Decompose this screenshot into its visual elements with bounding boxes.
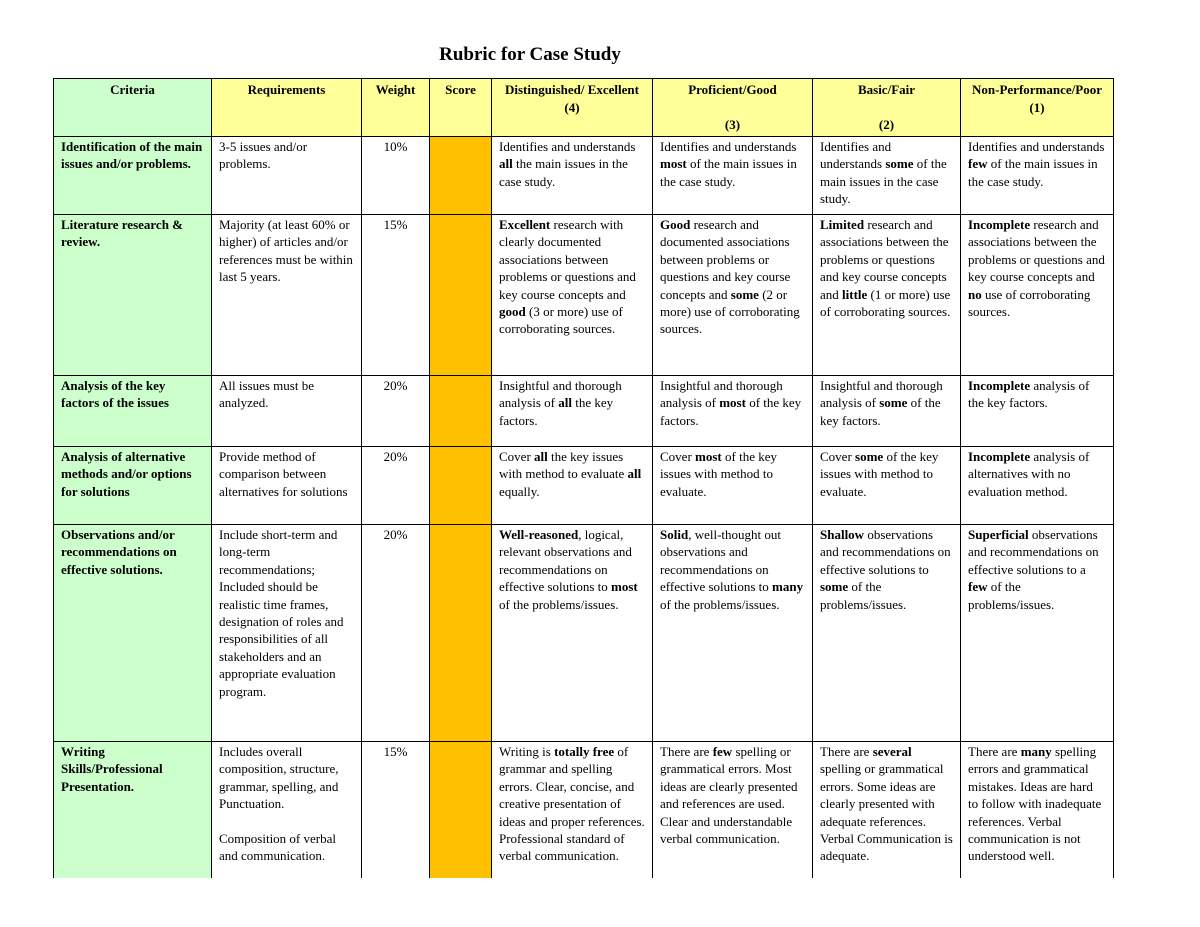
- header-nonperf-num: (1): [1029, 100, 1045, 116]
- emphasis-text: Good: [660, 217, 691, 232]
- row-criteria: Analysis of alternative methods and/or options for solutions: [54, 447, 212, 525]
- level-basic: [813, 742, 961, 878]
- header-distinguished-num: (4): [564, 100, 580, 116]
- header-proficient-label: Proficient/Good: [688, 82, 777, 97]
- emphasis-text: little: [842, 286, 868, 302]
- level-proficient: [653, 215, 813, 376]
- table-row: [54, 742, 1114, 878]
- level-proficient: [653, 137, 813, 215]
- emphasis-text: all: [534, 449, 548, 464]
- descriptor-text: , well-thought out observations and recommendations on effective solutions to: [660, 527, 781, 595]
- level-distinguished: [492, 376, 653, 447]
- level-distinguished: [492, 742, 653, 878]
- descriptor-text: of the key factors.: [660, 395, 802, 428]
- emphasis-text: Excellent: [499, 217, 551, 232]
- level-nonperf: [961, 742, 1114, 878]
- emphasis-text: some: [879, 395, 908, 411]
- level-distinguished: [492, 525, 653, 742]
- emphasis-text: several: [872, 744, 912, 759]
- level-proficient: [653, 525, 813, 742]
- emphasis-text: few: [968, 579, 988, 595]
- descriptor-text: (3 or more) use of corroborating sources.: [499, 304, 623, 337]
- row-criteria: Literature research & review.: [54, 215, 212, 376]
- descriptor-text: research and associations between the problems or questions and key course concepts and: [968, 217, 1105, 285]
- emphasis-text: all: [627, 466, 642, 482]
- emphasis-text: no: [968, 286, 982, 302]
- descriptor-text: There are: [660, 744, 713, 759]
- level-proficient: [653, 447, 813, 525]
- row-requirements: 3-5 issues and/or problems.: [212, 137, 362, 215]
- descriptor-text: Insightful and thorough analysis of: [499, 378, 622, 411]
- level-nonperf: [961, 525, 1114, 742]
- emphasis-text: most: [695, 449, 722, 464]
- emphasis-text: many: [1020, 744, 1052, 759]
- row-weight: 20%: [362, 447, 430, 525]
- emphasis-text: few: [968, 156, 988, 172]
- descriptor-text: There are: [820, 744, 873, 759]
- descriptor-text: , logical, relevant observations and recommendations on effective solutions to: [499, 527, 632, 595]
- emphasis-text: Limited: [820, 217, 865, 232]
- descriptor-text: observations and recommendations on effective solutions to a: [968, 527, 1099, 577]
- descriptor-text: (1 or more) use of corroborating sources.: [820, 286, 951, 320]
- row-requirements: Majority (at least 60% or higher) of articles and/or references must be within last 5 years.: [212, 215, 362, 376]
- header-nonperf-label: Non-Performance/Poor: [972, 82, 1102, 97]
- descriptor-text: of the main issues in the case study.: [968, 156, 1098, 189]
- row-requirements: Include short-term and long-term recommendations; Included should be realistic time frames, designation of roles and responsibilities of all stakeholders and an appropriate evaluation program.: [212, 525, 362, 742]
- table-row: [54, 376, 1114, 447]
- descriptor-text: Cover: [820, 449, 856, 464]
- descriptor-text: analysis of the key factors.: [968, 378, 1090, 411]
- table-row: [54, 525, 1114, 742]
- header-criteria: Criteria: [54, 79, 212, 137]
- rubric-table: [53, 78, 1114, 878]
- descriptor-text: observations and recommendations on effective solutions to: [820, 527, 951, 577]
- level-proficient: [653, 376, 813, 447]
- level-distinguished: [492, 447, 653, 525]
- level-distinguished: [492, 215, 653, 376]
- emphasis-text: Shallow: [820, 527, 865, 542]
- header-requirements: Requirements: [212, 79, 362, 137]
- emphasis-text: most: [611, 579, 638, 595]
- emphasis-text: totally free: [554, 744, 615, 759]
- row-weight: 20%: [362, 376, 430, 447]
- level-distinguished: [492, 137, 653, 215]
- header-basic-num: (2): [878, 117, 895, 133]
- header-score: Score: [430, 79, 492, 137]
- descriptor-text: equally.: [499, 483, 540, 499]
- descriptor-text: Identifies and understands: [968, 139, 1105, 154]
- header-row: [54, 79, 1114, 137]
- emphasis-text: Solid: [660, 527, 689, 542]
- descriptor-text: research and associations between the problems or questions and key course concepts and: [820, 217, 949, 302]
- header-distinguished-label: Distinguished/ Excellent: [505, 82, 639, 97]
- descriptor-text: the key factors.: [499, 395, 614, 428]
- emphasis-text: some: [730, 286, 759, 302]
- descriptor-text: Identifies and understands: [660, 139, 797, 154]
- header-basic-label: Basic/Fair: [857, 82, 916, 97]
- emphasis-text: Well-reasoned: [499, 527, 579, 542]
- emphasis-text: good: [499, 304, 526, 320]
- descriptor-text: the key issues with method to evaluate: [499, 449, 628, 482]
- descriptor-text: of the main issues in the case study.: [820, 156, 947, 207]
- descriptor-text: analysis of alternatives with no evaluation method.: [968, 449, 1090, 499]
- descriptor-text: of the problems/issues.: [499, 596, 619, 612]
- descriptor-text: of the problems/issues.: [968, 579, 1055, 612]
- descriptor-text: (2 or more) use of corroborating sources.: [660, 286, 800, 337]
- level-basic: [813, 525, 961, 742]
- descriptor-text: of the key issues with method to evaluate.: [660, 449, 777, 499]
- header-basic: [813, 79, 961, 137]
- row-requirements-part1: Includes overall composition, structure, grammar, spelling, and Punctuation.: [219, 744, 339, 812]
- level-basic: [813, 137, 961, 215]
- emphasis-text: some: [820, 579, 849, 595]
- emphasis-text: most: [719, 395, 746, 411]
- emphasis-text: Incomplete: [968, 217, 1031, 232]
- descriptor-text: Cover: [660, 449, 696, 464]
- emphasis-text: all: [558, 395, 572, 411]
- row-weight: 15%: [362, 742, 430, 878]
- spacer: [219, 813, 354, 830]
- descriptor-text: Cover: [499, 449, 535, 464]
- descriptor-text: use of corroborating sources.: [968, 286, 1091, 320]
- descriptor-text: Insightful and thorough analysis of: [820, 378, 943, 411]
- row-weight: 15%: [362, 215, 430, 376]
- emphasis-text: few: [712, 744, 733, 759]
- descriptor-text: of the problems/issues.: [820, 579, 907, 612]
- row-requirements: All issues must be analyzed.: [212, 376, 362, 447]
- emphasis-text: all: [499, 156, 513, 172]
- row-criteria: Identification of the main issues and/or problems.: [54, 137, 212, 215]
- row-requirements-part2: Composition of verbal and communication.: [219, 830, 336, 864]
- descriptor-text: spelling errors and grammatical mistakes. Ideas are hard to follow with inadequate references. Verbal communication is not understood well.: [968, 744, 1102, 864]
- descriptor-text: of the key factors.: [820, 395, 941, 428]
- descriptor-text: research and documented associations between problems or questions and key course concepts and: [660, 217, 791, 302]
- row-criteria: Analysis of the key factors of the issues: [54, 376, 212, 447]
- descriptor-text: of the key issues with method to evaluate.: [820, 449, 939, 499]
- level-nonperf: [961, 447, 1114, 525]
- level-nonperf: [961, 376, 1114, 447]
- descriptor-text: spelling or grammatical errors. Most ideas are clearly presented and references are used. Clear and understandable verbal communication.: [660, 744, 798, 847]
- table-row: [54, 215, 1114, 376]
- emphasis-text: most: [660, 156, 687, 172]
- emphasis-text: some: [885, 156, 914, 172]
- level-basic: [813, 376, 961, 447]
- descriptor-text: Writing is: [499, 744, 555, 759]
- row-weight: 20%: [362, 525, 430, 742]
- table-row: [54, 137, 1114, 215]
- level-nonperf: [961, 215, 1114, 376]
- level-basic: [813, 215, 961, 376]
- level-proficient: [653, 742, 813, 878]
- descriptor-text: Identifies and understands: [820, 139, 892, 172]
- descriptor-text: the main issues in the case study.: [499, 156, 628, 189]
- header-proficient-num: (3): [724, 117, 741, 133]
- emphasis-text: some: [855, 449, 884, 464]
- descriptor-text: Identifies and understands: [499, 139, 636, 154]
- emphasis-text: Superficial: [968, 527, 1029, 542]
- descriptor-text: Insightful and thorough analysis of: [660, 378, 783, 411]
- descriptor-text: of the main issues in the case study.: [660, 156, 797, 189]
- header-distinguished: [492, 79, 653, 137]
- descriptor-text: There are: [968, 744, 1021, 759]
- descriptor-text: of the problems/issues.: [660, 596, 780, 612]
- descriptor-text: research with clearly documented associations between problems or questions and key course concepts and: [499, 217, 636, 302]
- level-basic: [813, 447, 961, 525]
- table-row: [54, 447, 1114, 525]
- header-nonperf: [961, 79, 1114, 137]
- descriptor-text: spelling or grammatical errors. Some ideas are clearly presented with adequate references. Verbal Communication is adequate.: [820, 761, 953, 864]
- header-proficient: [653, 79, 813, 137]
- row-criteria: Writing Skills/Professional Presentation.: [54, 742, 212, 878]
- score-cell[interactable]: [430, 137, 492, 215]
- score-cell[interactable]: [430, 447, 492, 525]
- score-cell[interactable]: [430, 525, 492, 742]
- score-cell[interactable]: [430, 376, 492, 447]
- row-criteria: Observations and/or recommendations on effective solutions.: [54, 525, 212, 742]
- descriptor-text: of grammar and spelling errors. Clear, concise, and creative presentation of ideas and proper references. Professional standard of verbal communication.: [499, 744, 645, 864]
- emphasis-text: Incomplete: [968, 378, 1031, 393]
- score-cell[interactable]: [430, 742, 492, 878]
- row-weight: 10%: [362, 137, 430, 215]
- emphasis-text: many: [772, 579, 804, 595]
- score-cell[interactable]: [430, 215, 492, 376]
- page-title: Rubric for Case Study: [439, 44, 621, 65]
- row-requirements: Provide method of comparison between alternatives for solutions: [212, 447, 362, 525]
- emphasis-text: Incomplete: [968, 449, 1031, 464]
- header-weight: Weight: [362, 79, 430, 137]
- level-nonperf: [961, 137, 1114, 215]
- row-requirements: [212, 742, 362, 878]
